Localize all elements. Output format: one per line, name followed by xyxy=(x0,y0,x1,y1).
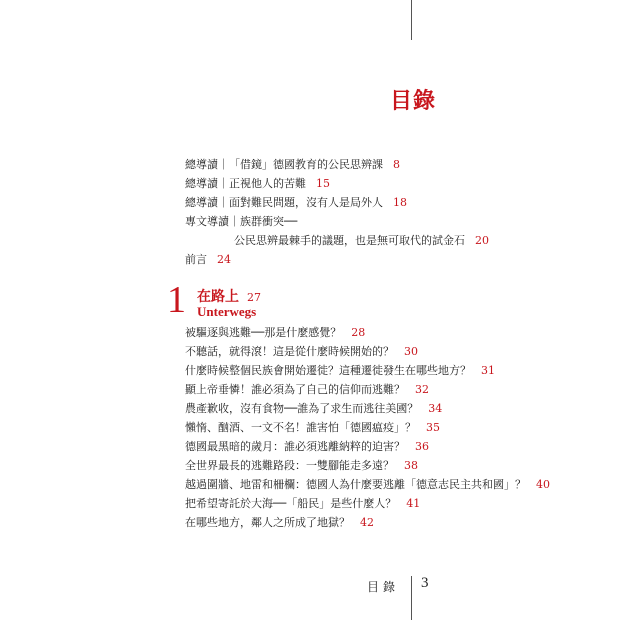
toc-item[interactable] xyxy=(185,364,495,378)
toc-item-page: 38 xyxy=(404,459,418,472)
toc-item[interactable] xyxy=(185,497,420,511)
toc-entry[interactable] xyxy=(185,253,231,267)
toc-item-text: 農產歉收，沒有食物──誰為了求生而逃往美國？ xyxy=(185,402,419,415)
toc-item[interactable] xyxy=(185,421,440,435)
toc-entry[interactable] xyxy=(234,234,489,248)
divider-line-top xyxy=(411,0,412,40)
toc-item-text: 在哪些地方，鄰人之所成了地獄？ xyxy=(185,516,350,529)
toc-entry-page: 20 xyxy=(475,234,489,247)
toc-entry-page: 18 xyxy=(393,196,407,209)
toc-entry-page: 24 xyxy=(217,253,231,266)
toc-item-text: 越過圍牆、地雷和柵欄：德國人為什麼要逃離「德意志民主共和國」？ xyxy=(185,478,526,491)
toc-entry-text: 總導讀｜正視他人的苦難 xyxy=(185,177,306,190)
toc-item-text: 什麼時候整個民族會開始遷徙？這種遷徙發生在哪些地方？ xyxy=(185,364,471,377)
toc-item-page: 41 xyxy=(406,497,421,510)
toc-entry-text: 前言 xyxy=(185,253,207,266)
toc-item-page: 35 xyxy=(426,421,440,434)
running-footer-label: 目錄 xyxy=(367,580,400,594)
toc-entry[interactable] xyxy=(185,215,297,229)
toc-entry[interactable] xyxy=(185,158,400,172)
toc-title: 目錄 xyxy=(390,88,437,114)
toc-item[interactable] xyxy=(185,478,550,492)
toc-entry[interactable] xyxy=(185,196,407,210)
toc-entry-text: 總導讀｜「借鏡」德國教育的公民思辨課 xyxy=(185,158,383,171)
chapter-title-text: 在路上 xyxy=(197,289,239,305)
toc-item-text: 顯上帝垂憐！誰必須為了自己的信仰而逃難？ xyxy=(185,383,405,396)
page-number: 3 xyxy=(421,575,429,591)
toc-entry-text: 總導讀｜面對難民問題，沒有人是局外人 xyxy=(185,196,383,209)
toc-item-page: 31 xyxy=(481,364,495,377)
toc-item[interactable] xyxy=(185,516,374,530)
toc-item-page: 42 xyxy=(360,516,374,529)
toc-item[interactable] xyxy=(185,402,442,416)
chapter-page: 27 xyxy=(247,291,261,304)
toc-entry-page: 15 xyxy=(316,177,330,190)
toc-item-text: 把希望寄託於大海──「船民」是些什麼人？ xyxy=(185,497,397,510)
toc-item-text: 德國最黑暗的歲月：誰必須逃離納粹的迫害？ xyxy=(185,440,405,453)
toc-item[interactable] xyxy=(185,345,418,359)
toc-item-page: 40 xyxy=(536,478,550,491)
toc-item-page: 34 xyxy=(428,402,443,415)
toc-item-page: 28 xyxy=(351,326,366,339)
toc-item[interactable] xyxy=(185,459,418,473)
toc-entry[interactable] xyxy=(185,177,330,191)
toc-item-text: 全世界最長的逃難路段：一雙腳能走多遠？ xyxy=(185,459,394,472)
toc-entry-text: 公民思辨最棘手的議題，也是無可取代的試金石 xyxy=(234,234,465,247)
chapter-number: 1 xyxy=(167,279,186,321)
divider-line-bottom xyxy=(411,576,412,620)
toc-item-text: 不聽話，就得滾！這是從什麼時候開始的？ xyxy=(185,345,394,358)
toc-item-text: 懶惰、酗酒、一文不名！誰害怕「德國瘟疫」？ xyxy=(185,421,416,434)
toc-item[interactable] xyxy=(185,383,429,397)
toc-item-page: 36 xyxy=(415,440,429,453)
toc-item[interactable] xyxy=(185,326,365,340)
toc-item-page: 32 xyxy=(415,383,429,396)
chapter-title[interactable] xyxy=(197,286,261,306)
toc-item-text: 被驅逐與逃難──那是什麼感覺？ xyxy=(185,326,342,339)
toc-entry-page: 8 xyxy=(393,158,400,171)
toc-item-page: 30 xyxy=(404,345,418,358)
toc-item[interactable] xyxy=(185,440,429,454)
chapter-subtitle: Unterwegs xyxy=(197,304,257,319)
toc-entry-text: 專文導讀｜族群衝突── xyxy=(185,215,298,228)
